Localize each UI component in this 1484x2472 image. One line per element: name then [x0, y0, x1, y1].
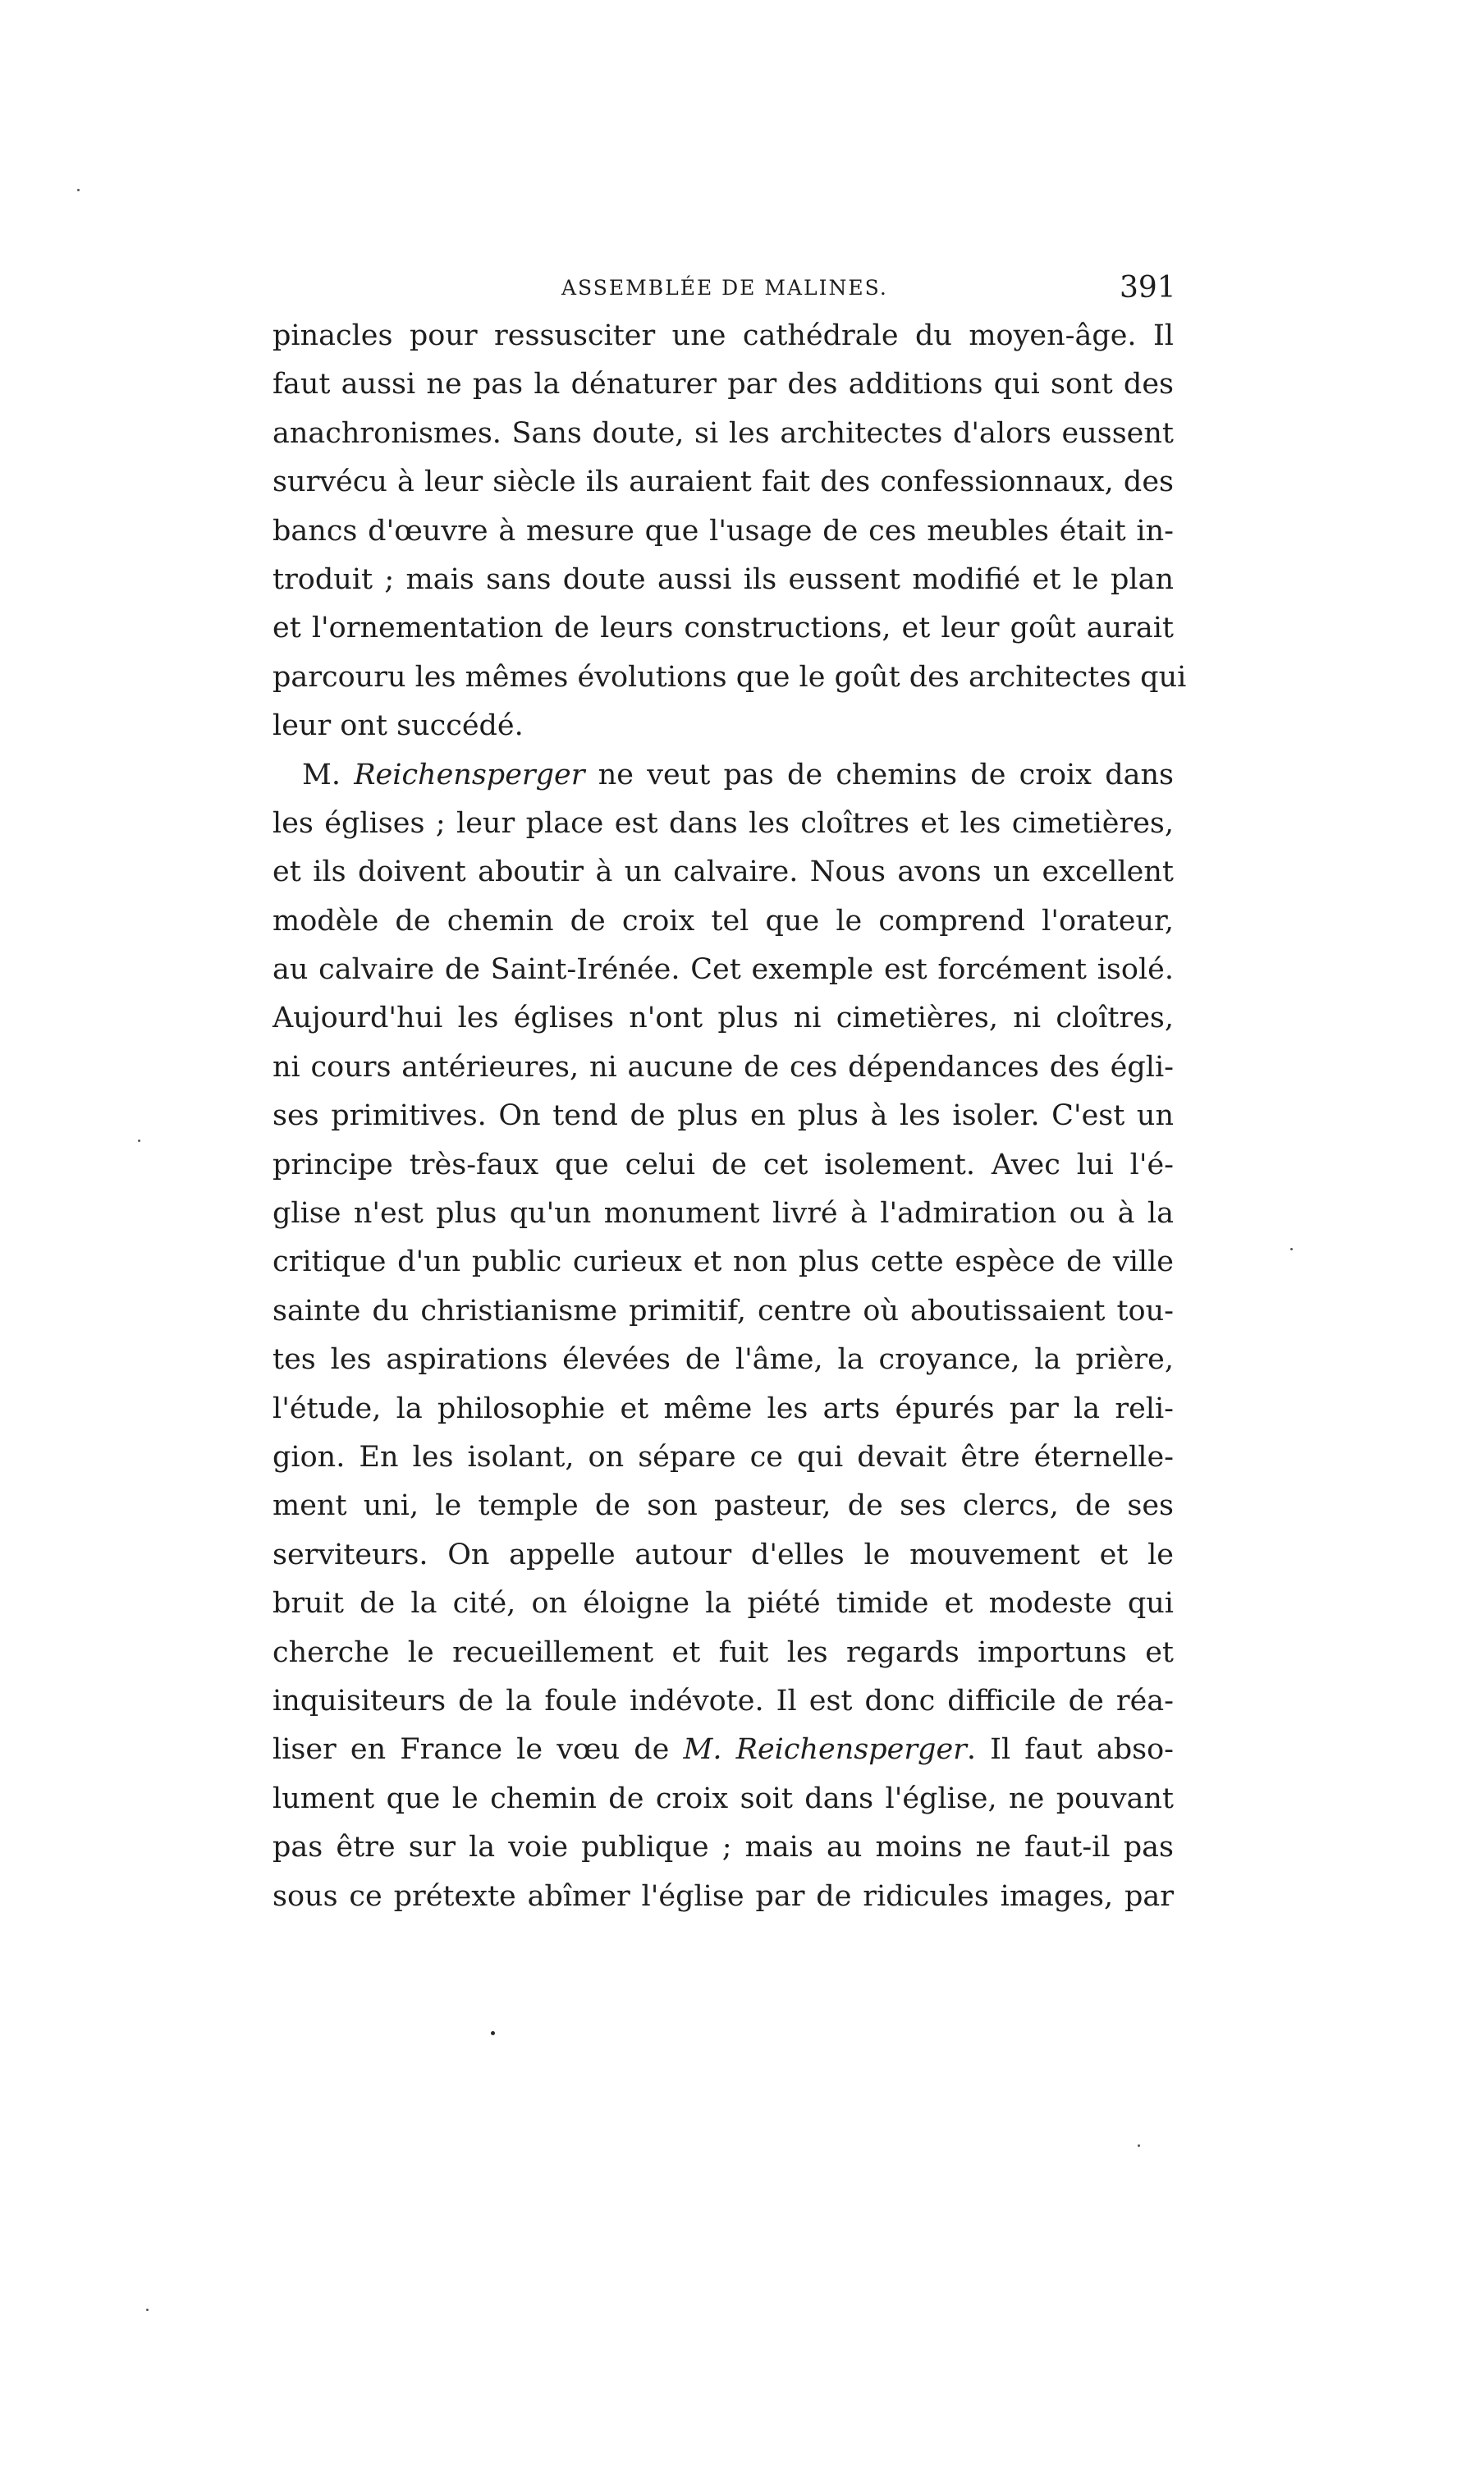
text-line: lument que le chemin de croix soit dans l'église, ne pouvant [273, 1782, 1174, 1815]
scan-speck [1138, 2144, 1140, 2147]
body-text [273, 312, 1187, 1921]
text-line: troduit ; mais sans doute aussi ils eussent modifié et le plan [273, 562, 1174, 596]
scan-speck [1290, 1248, 1293, 1250]
text-line: critique d'un public curieux et non plus cette espèce de ville [273, 1245, 1174, 1279]
page-number: 391 [1120, 271, 1176, 305]
text-line: et ils doivent aboutir à un calvaire. Nous avons un excellent [273, 855, 1174, 889]
text-line: leur ont succédé. [273, 709, 524, 743]
italic-name: M. Reichensperger [683, 1733, 967, 1767]
text-line: pas être sur la voie publique ; mais au moins ne faut-il pas [273, 1831, 1174, 1864]
text-line: inquisiteurs de la foule indévote. Il est donc difficile de réa- [273, 1684, 1174, 1718]
text-line: ses primitives. On tend de plus en plus à les isoler. C'est un [273, 1099, 1174, 1133]
text-line: survécu à leur siècle ils auraient fait des confessionnaux, des [273, 466, 1174, 499]
text-line: tes les aspirations élevées de l'âme, la croyance, la prière, [273, 1343, 1174, 1377]
scan-speck [77, 189, 80, 191]
text-line: glise n'est plus qu'un monument livré à l'admiration ou à la [273, 1197, 1174, 1231]
page-header [0, 271, 1484, 312]
scan-speck [146, 2309, 149, 2311]
text-line: bancs d'œuvre à mesure que l'usage de ces meubles était in- [273, 514, 1174, 548]
paragraph-start-line: M. Reichensperger ne veut pas de chemins de croix dans [302, 758, 1174, 791]
text-line: faut aussi ne pas la dénaturer par des additions qui sont des [273, 368, 1174, 401]
text-line: au calvaire de Saint-Irénée. Cet exemple est forcément isolé. [273, 953, 1174, 987]
text-line: sous ce prétexte abîmer l'église par de ridicules images, par [273, 1879, 1174, 1913]
text-line: et l'ornementation de leurs constructions, et leur goût aurait [273, 612, 1174, 645]
text-line: ment uni, le temple de son pasteur, de ses clercs, de ses [273, 1489, 1174, 1523]
text-line: l'étude, la philosophie et même les arts épurés par la reli- [273, 1392, 1174, 1425]
text-line: bruit de la cité, on éloigne la piété timide et modeste qui [273, 1587, 1174, 1621]
text-line: parcouru les mêmes évolutions que le goût des architectes qui [273, 660, 1187, 694]
text-line: Aujourd'hui les églises n'ont plus ni cimetières, ni cloîtres, [273, 1002, 1174, 1035]
text-line: serviteurs. On appelle autour d'elles le mouvement et le [273, 1538, 1174, 1571]
text-line: ni cours antérieures, ni aucune de ces dépendances des égli- [273, 1050, 1174, 1084]
text-line: anachronismes. Sans doute, si les architectes d'alors eussent [273, 416, 1174, 450]
text-line: les églises ; leur place est dans les cloîtres et les cimetières, [273, 806, 1174, 840]
running-head: ASSEMBLÉE DE MALINES. [561, 276, 888, 300]
text-line-with-italic: liser en France le vœu de M. Reichensperger. Il faut abso- [273, 1733, 1174, 1767]
text-line: sainte du christianisme primitif, centre où aboutissaient tou- [273, 1294, 1174, 1328]
text-line: cherche le recueillement et fuit les regards importuns et [273, 1635, 1174, 1669]
scan-speck [138, 1140, 140, 1142]
text-line: gion. En les isolant, on sépare ce qui devait être éternelle- [273, 1440, 1174, 1474]
text-line: principe très-faux que celui de cet isolement. Avec lui l'é- [273, 1148, 1174, 1181]
italic-name: Reichensperger [354, 758, 585, 791]
text-line: pinacles pour ressusciter une cathédrale du moyen-âge. Il [273, 319, 1174, 352]
scan-speck [491, 2031, 495, 2035]
text-line: modèle de chemin de croix tel que le comprend l'orateur, [273, 904, 1174, 938]
